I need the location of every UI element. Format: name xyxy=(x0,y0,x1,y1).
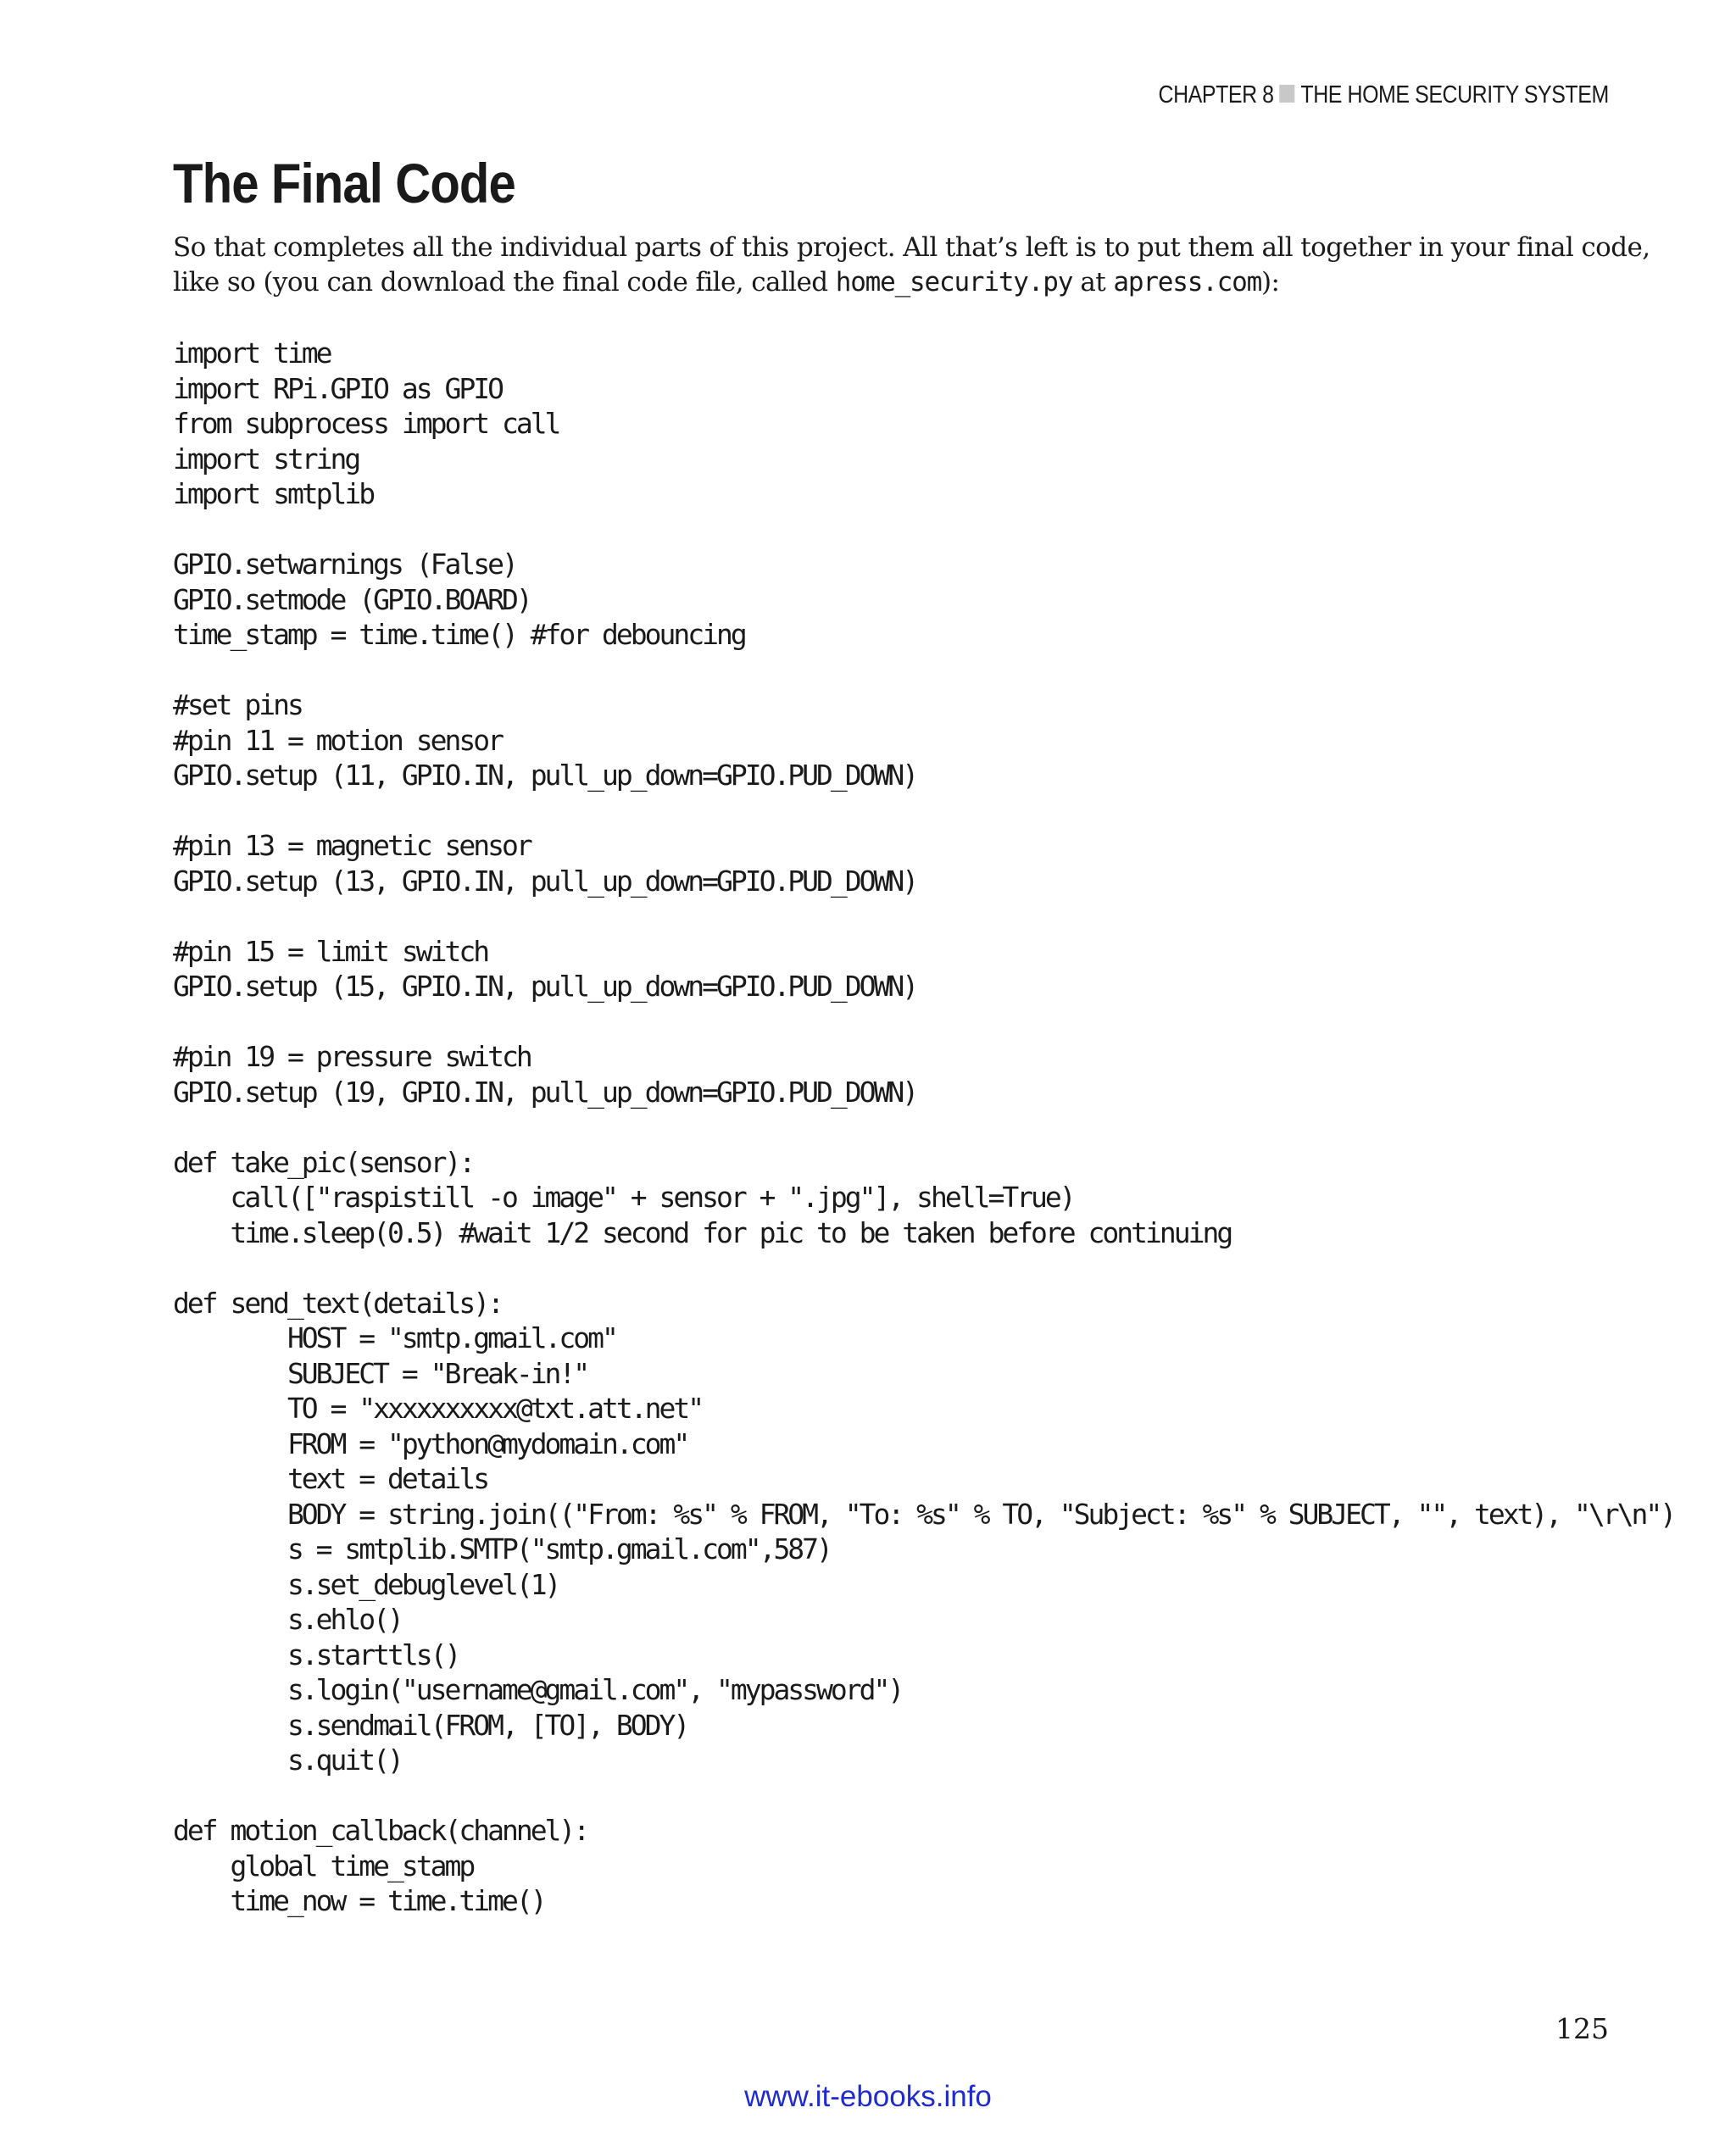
intro-text-after: ): xyxy=(1261,267,1280,298)
chapter-label: CHAPTER 8 xyxy=(1158,81,1274,108)
section-label: THE HOME SECURITY SYSTEM xyxy=(1300,81,1609,108)
intro-text-middle: at xyxy=(1072,267,1114,298)
code-listing: import time import RPi.GPIO as GPIO from subprocess import call import string import smtplib GPIO.setwarnings (False) GPIO.setmode (GPIO.BOARD) time_stamp = time.time() #for debouncing #set pins #pin 11 = motion sensor GPIO.setup (11, GPIO.IN, pull_up_down=GPIO.PUD_DOWN) #pin 13 = magnetic sensor GPIO.setup (13, GPIO.IN, pull_up_down=GPIO.PUD_DOWN) #pin 15 = limit switch GPIO.setup (15, GPIO.IN, pull_up_down=GPIO.PUD_DOWN) #pin 19 = pressure switch GPIO.setup (19, GPIO.IN, pull_up_down=GPIO.PUD_DOWN) def take_pic(sensor): call(["raspistill -o image" + sensor + ".jpg"], shell=True) time.sleep(0.5) #wait 1/2 second for pic to be taken before continuing def send_text(details): HOST = "smtp.gmail.com" SUBJECT = "Break-in!" TO = "xxxxxxxxxx@txt.att.net" FROM = "python@mydomain.com" text = details BODY = string.join(("From: %s" % FROM, "To: %s" % TO, "Subject: %s" % SUBJECT, "", text), "\r\n") s = smtplib.SMTP("smtp.gmail.com",587) s.set_debuglevel(1) s.ehlo() s.starttls() s.login("username@gmail.com", "mypassword") s.sendmail(FROM, [TO], BODY) s.quit() def motion_callback(channel): global time_stamp time_now = time.time() xyxy=(173,336,1675,1917)
site-code: apress.com xyxy=(1113,267,1262,298)
section-title: The Final Code xyxy=(173,152,515,214)
intro-line-2 xyxy=(173,265,1614,300)
header-separator xyxy=(1280,85,1295,103)
footer-link[interactable]: www.it-ebooks.info xyxy=(744,2080,992,2113)
filename-code: home_security.py xyxy=(835,267,1073,298)
page-number: 125 xyxy=(1555,2012,1609,2045)
intro-line-1: So that completes all the individual parts of this project. All that’s left is to put them all together in your final code, xyxy=(173,232,1650,263)
intro-text-before-filename: like so (you can download the final code file, called xyxy=(173,267,836,298)
running-header xyxy=(1159,81,1609,109)
intro-paragraph xyxy=(173,231,1650,300)
